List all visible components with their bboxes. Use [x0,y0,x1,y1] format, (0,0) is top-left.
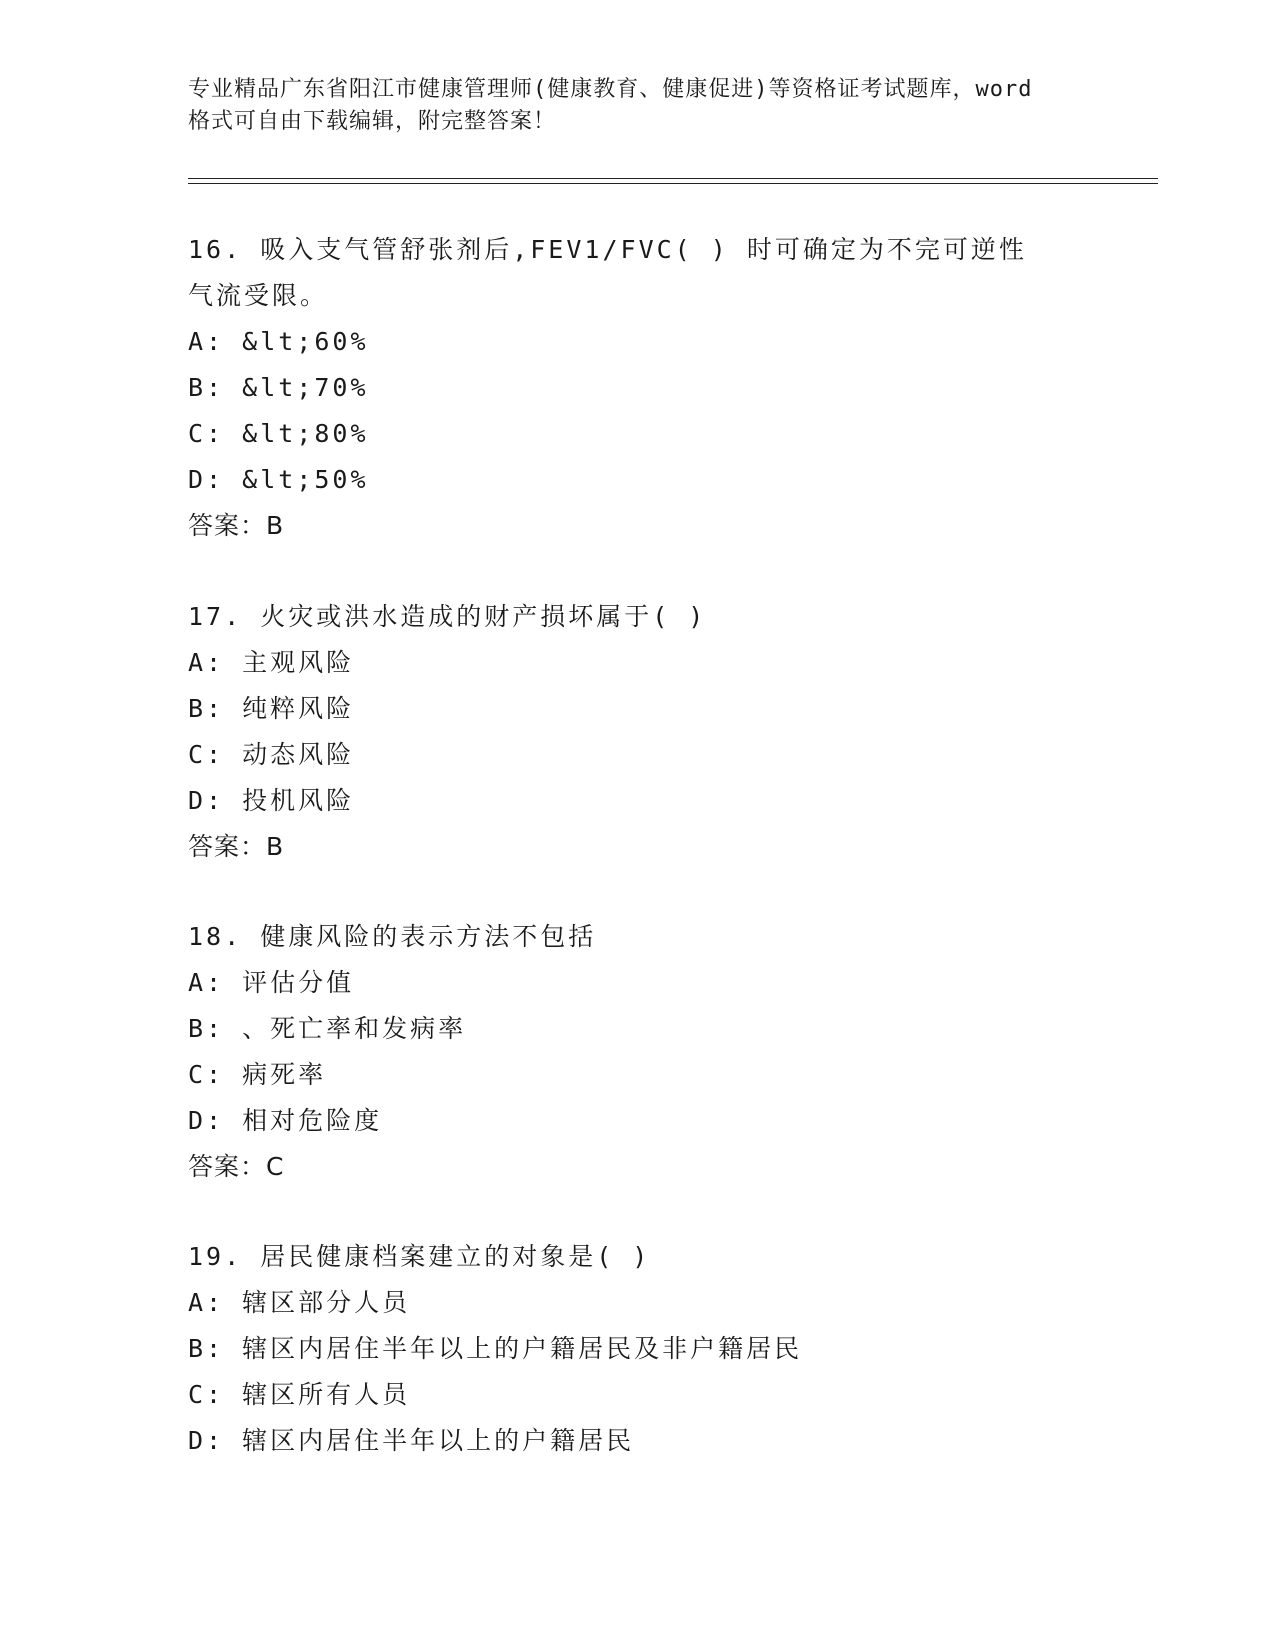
answer: 答案：C [188,1152,285,1181]
option-d: D: 相对危险度 [188,1106,383,1135]
question-17 [188,594,1088,870]
question-stem: 18. 健康风险的表示方法不包括 [188,922,597,951]
option-a: A: 评估分值 [188,968,355,997]
header-divider-top [188,178,1158,179]
header-line-2: 格式可自由下载编辑，附完整答案！ [188,109,557,134]
option-a: A: &lt;60% [188,327,369,356]
option-c: C: &lt;80% [188,419,369,448]
option-c: C: 病死率 [188,1060,327,1089]
document-header [188,74,1108,138]
question-18 [188,914,1088,1190]
option-b: B: 纯粹风险 [188,694,355,723]
header-line-1: 专业精品广东省阳江市健康管理师(健康教育、健康促进)等资格证考试题库，word [188,77,1033,102]
option-c: C: 动态风险 [188,740,355,769]
question-stem-continued: 气流受限。 [188,281,329,310]
option-b: B: 辖区内居住半年以上的户籍居民及非户籍居民 [188,1334,803,1363]
option-a: A: 主观风险 [188,648,355,677]
option-b: B: 、死亡率和发病率 [188,1014,467,1043]
question-16 [188,227,1088,549]
option-a: A: 辖区部分人员 [188,1288,411,1317]
header-divider-bottom [188,183,1158,184]
option-d: D: &lt;50% [188,465,369,494]
question-stem: 19. 居民健康档案建立的对象是( ) [188,1242,651,1271]
option-d: D: 投机风险 [188,786,355,815]
option-d: D: 辖区内居住半年以上的户籍居民 [188,1426,635,1455]
option-b: B: &lt;70% [188,373,369,402]
question-stem: 17. 火灾或洪水造成的财产损坏属于( ) [188,602,707,631]
answer: 答案：B [188,511,285,540]
option-c: C: 辖区所有人员 [188,1380,411,1409]
question-stem: 16. 吸入支气管舒张剂后,FEV1/FVC( ) 时可确定为不完可逆性 [188,235,1027,264]
answer: 答案：B [188,832,285,861]
question-19 [188,1234,1088,1464]
